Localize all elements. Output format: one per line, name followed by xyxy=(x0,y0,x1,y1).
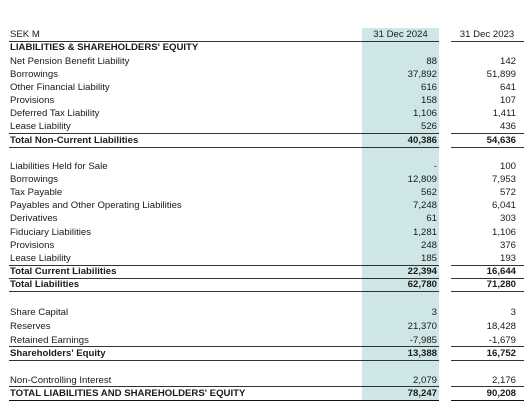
row-label: Total Current Liabilities xyxy=(10,266,117,277)
value-2023: 1,411 xyxy=(492,108,516,119)
total-divider xyxy=(451,291,524,292)
row-label: Deferred Tax Liability xyxy=(10,108,100,119)
table-row xyxy=(0,160,532,173)
value-2023: 100 xyxy=(499,161,516,172)
total-divider xyxy=(362,291,439,292)
value-2024: 22,394 xyxy=(407,266,437,277)
table-row xyxy=(0,120,532,133)
total-divider xyxy=(451,360,524,361)
header-row xyxy=(0,28,532,41)
value-2024: 1,281 xyxy=(412,227,437,238)
grand-total-underline xyxy=(362,400,439,401)
table-row xyxy=(0,81,532,94)
row-label: Borrowings xyxy=(10,174,58,185)
value-2023: 6,041 xyxy=(491,200,516,211)
row-label: Total Liabilities xyxy=(10,279,80,290)
table-row xyxy=(0,94,532,107)
row-label: Net Pension Benefit Liability xyxy=(10,56,130,67)
total-row xyxy=(0,134,532,147)
table-row xyxy=(0,68,532,81)
row-label: Provisions xyxy=(10,240,55,251)
table-row xyxy=(0,199,532,212)
value-2023: -1,679 xyxy=(488,335,516,346)
section-title-row xyxy=(0,41,532,54)
value-2024: -7,985 xyxy=(409,335,437,346)
value-2024: 21,370 xyxy=(407,321,437,332)
value-2024: 61 xyxy=(426,213,437,224)
value-2024: 7,248 xyxy=(412,200,437,211)
value-2024: 185 xyxy=(420,253,437,264)
section-title: LIABILITIES & SHAREHOLDERS' EQUITY xyxy=(10,42,199,53)
value-2023: 303 xyxy=(499,213,516,224)
value-2024: - xyxy=(433,161,437,172)
unit-label: SEK M xyxy=(10,29,40,40)
row-label: Liabilities Held for Sale xyxy=(10,161,108,172)
total-row xyxy=(0,278,532,291)
value-2024: 2,079 xyxy=(412,375,437,386)
value-2023: 51,899 xyxy=(486,69,516,80)
table-row xyxy=(0,173,532,186)
table-row xyxy=(0,55,532,68)
value-2024: 526 xyxy=(420,121,437,132)
value-2024: 88 xyxy=(426,56,437,67)
grand-total-underline xyxy=(451,400,524,401)
value-2024: 62,780 xyxy=(407,279,437,290)
row-label: Share Capital xyxy=(10,307,69,318)
value-2024: 616 xyxy=(420,82,437,93)
row-label: Total Non-Current Liabilities xyxy=(10,135,139,146)
row-label: Borrowings xyxy=(10,69,58,80)
total-divider xyxy=(362,360,439,361)
row-label: Retained Earnings xyxy=(10,335,89,346)
row-label: Derivatives xyxy=(10,213,58,224)
value-2023: 2,176 xyxy=(491,375,516,386)
value-2023: 436 xyxy=(499,121,516,132)
row-label: Provisions xyxy=(10,95,55,106)
value-2024: 562 xyxy=(420,187,437,198)
value-2023: 71,280 xyxy=(486,279,516,290)
grand-total-underline xyxy=(9,400,362,401)
value-2024: 1,106 xyxy=(412,108,437,119)
row-label: Lease Liability xyxy=(10,253,71,264)
row-label: Non-Controlling Interest xyxy=(10,375,112,386)
value-2023: 641 xyxy=(499,82,516,93)
value-2023: 16,752 xyxy=(486,348,516,359)
value-2024: 12,809 xyxy=(407,174,437,185)
row-label: Other Financial Liability xyxy=(10,82,110,93)
table-row xyxy=(0,252,532,265)
table-row xyxy=(0,239,532,252)
total-row xyxy=(0,347,532,360)
grand-total-row xyxy=(0,387,532,400)
value-2023: 107 xyxy=(499,95,516,106)
row-label: TOTAL LIABILITIES AND SHAREHOLDERS' EQUITY xyxy=(10,388,246,399)
total-divider xyxy=(9,147,362,148)
value-2024: 13,388 xyxy=(407,348,437,359)
row-label: Reserves xyxy=(10,321,51,332)
total-divider xyxy=(451,147,524,148)
row-label: Shareholders' Equity xyxy=(10,348,106,359)
table-row xyxy=(0,212,532,225)
value-2023: 376 xyxy=(499,240,516,251)
value-2023: 90,208 xyxy=(486,388,516,399)
value-2023: 3 xyxy=(510,307,516,318)
value-2024: 37,892 xyxy=(407,69,437,80)
column-header-2023: 31 Dec 2023 xyxy=(459,29,515,40)
value-2023: 1,106 xyxy=(491,227,516,238)
value-2023: 18,428 xyxy=(486,321,516,332)
table-row xyxy=(0,306,532,319)
value-2023: 142 xyxy=(499,56,516,67)
value-2023: 572 xyxy=(499,187,516,198)
value-2023: 7,953 xyxy=(491,174,516,185)
row-label: Lease Liability xyxy=(10,121,71,132)
row-label: Payables and Other Operating Liabilities xyxy=(10,200,182,211)
total-row xyxy=(0,265,532,278)
value-2023: 54,636 xyxy=(486,135,516,146)
total-divider xyxy=(362,147,439,148)
row-label: Fiduciary Liabilities xyxy=(10,227,92,238)
value-2024: 78,247 xyxy=(407,388,437,399)
value-2023: 193 xyxy=(499,253,516,264)
value-2024: 40,386 xyxy=(407,135,437,146)
value-2024: 158 xyxy=(420,95,437,106)
table-row xyxy=(0,226,532,239)
table-row xyxy=(0,320,532,333)
row-label: Tax Payable xyxy=(10,187,63,198)
column-header-2024: 31 Dec 2024 xyxy=(373,29,428,40)
value-2024: 248 xyxy=(420,240,437,251)
total-divider xyxy=(9,360,362,361)
table-row xyxy=(0,186,532,199)
value-2023: 16,644 xyxy=(486,266,516,277)
total-divider xyxy=(9,291,362,292)
table-row xyxy=(0,107,532,120)
value-2024: 3 xyxy=(431,307,437,318)
